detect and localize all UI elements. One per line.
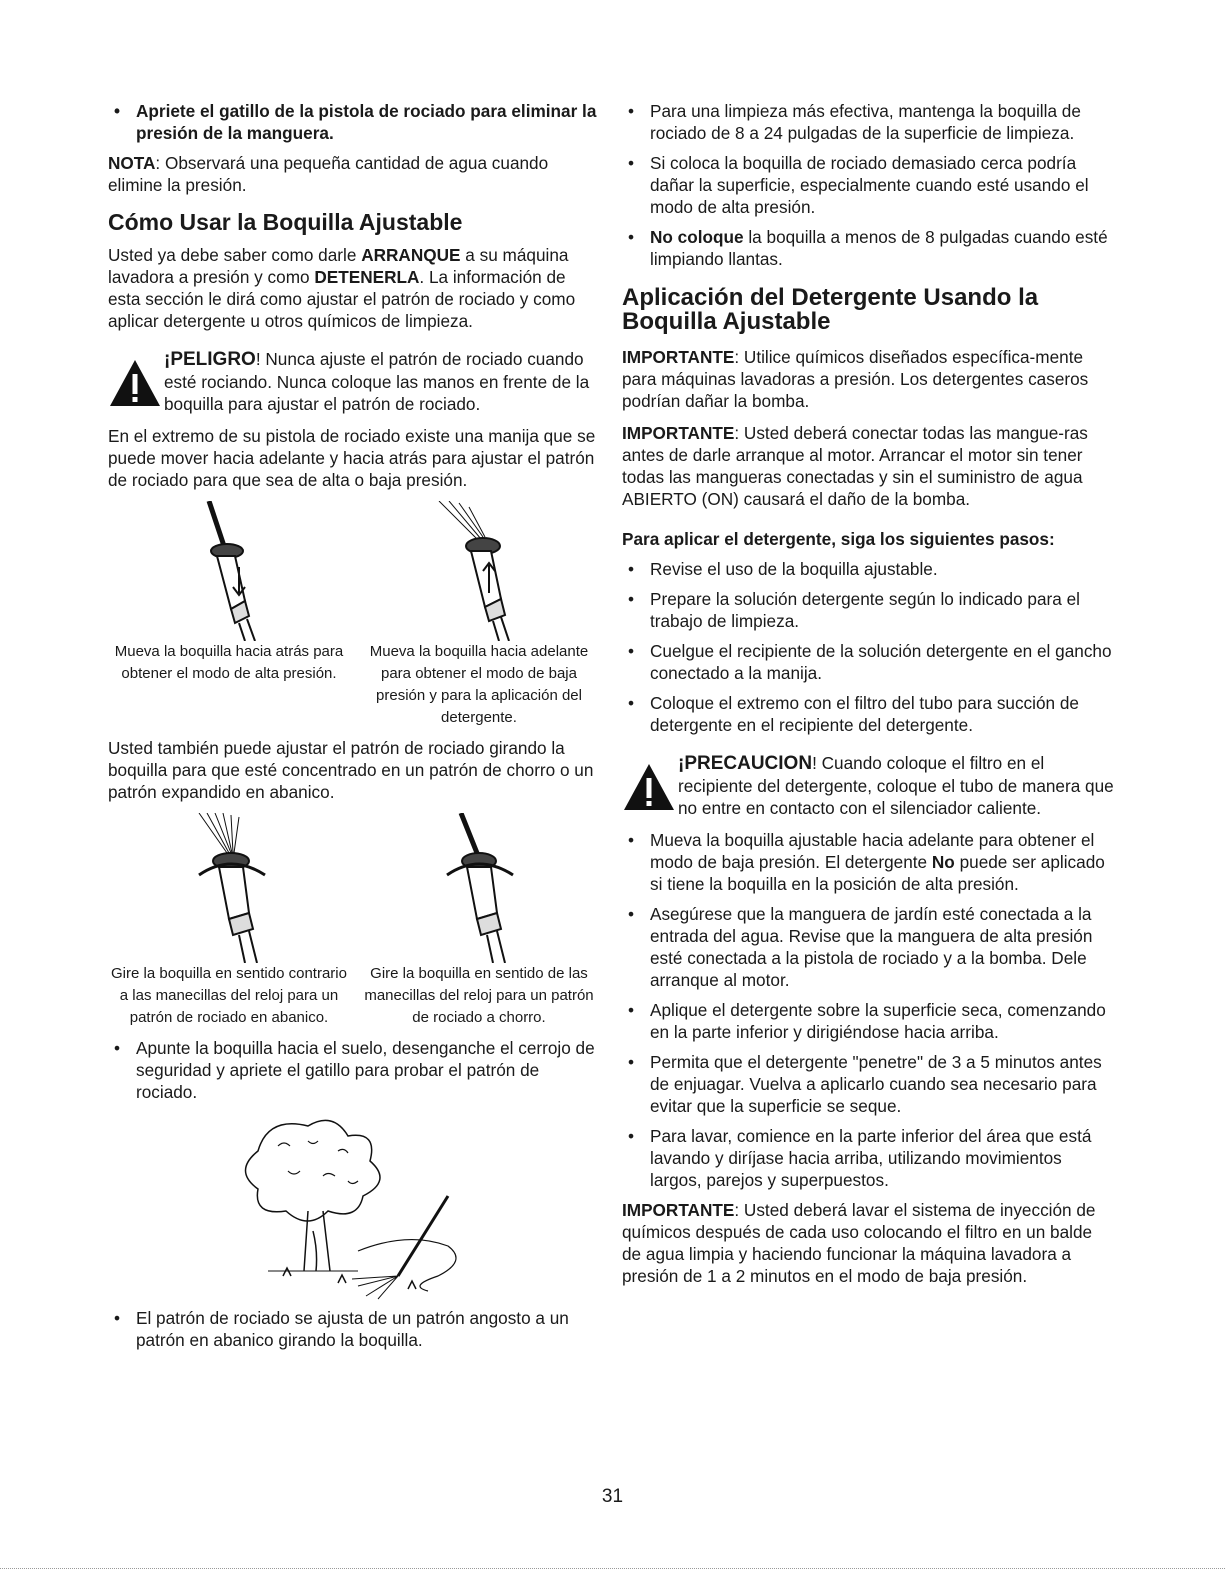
bullet-dot: • (628, 101, 635, 121)
figure-high-pressure (108, 501, 350, 729)
nozzle-back-illustration (169, 501, 289, 641)
bullet-dot: • (628, 641, 635, 661)
figure-low-pressure (358, 501, 600, 729)
step-prepare: • Prepare la solución detergente según lo indicado para el trabajo de limpieza. (628, 589, 1080, 631)
bullet-dot: • (628, 589, 635, 609)
intro-paragraph: Usted ya debe saber como darle ARRANQUE a su máquina lavadora a presión y como DETENERLA. La información de esta sección le dirá como ajustar el patrón de rociado y como aplicar detergente u otros químicos de limpieza. (108, 245, 576, 331)
right-column (622, 100, 1114, 1297)
bullet-tires: • No coloque la boquilla a menos de 8 pulgadas cuando esté limpiando llantas. (628, 227, 1108, 269)
bullet-dot: • (628, 693, 635, 713)
step-connect: • Asegúrese que la manguera de jardín esté conectada a la entrada del agua. Revise que la manguera de alta presión esté conectada a la pistola de rociado y a la bomba. Dele arranque al motor. (628, 904, 1093, 990)
nozzle-jet-illustration (419, 813, 539, 963)
bullet-dot: • (628, 559, 635, 579)
bullet-dot: • (628, 1126, 635, 1146)
steps-subheading: Para aplicar el detergente, siga los siguientes pasos: (622, 529, 1055, 549)
left-column (108, 100, 600, 1359)
bullet-too-close: • Si coloca la boquilla de rociado demasiado cerca podría dañar la superficie, especialmente cuando esté usando el modo de alta presión. (628, 153, 1089, 217)
handle-paragraph: En el extremo de su pistola de rociado existe una manija que se puede mover hacia adelante y hacia atrás para ajustar el patrón de rociado para que sea de alta o baja presión. (108, 426, 596, 490)
figure-jet-pattern (358, 813, 600, 1029)
bullet-distance: • Para una limpieza más efectiva, mantenga la boquilla de rociado de 8 a 24 pulgadas de la superficie de limpieza. (628, 101, 1081, 143)
bullet-dot: • (628, 904, 635, 924)
rotate-paragraph: Usted también puede ajustar el patrón de rociado girando la boquilla para que esté concentrado en un patrón de chorro o un patrón expandido en abanico. (108, 738, 594, 802)
caption-high-pressure: Mueva la boquilla hacia atrás para obtener el modo de alta presión. (114, 643, 344, 682)
bullet-dot: • (628, 1000, 635, 1020)
caption-jet-pattern: Gire la boquilla en sentido de las manecillas del reloj para un patrón de rociado a chorro. (364, 965, 594, 1026)
bullet-dot: • (628, 1052, 635, 1072)
step-hang: • Cuelgue el recipiente de la solución detergente en el gancho conectado a la manija. (628, 641, 1112, 683)
warning-triangle-icon (622, 762, 676, 812)
page-number: 31 (601, 1486, 624, 1507)
nozzle-slide-figures (108, 501, 600, 729)
note-paragraph: NOTA: Observará una pequeña cantidad de agua cuando elimine la presión. (108, 153, 549, 195)
caption-fan-pattern: Gire la boquilla en sentido contrario a las manecillas del reloj para un patrón de rociado en abanico. (111, 965, 347, 1026)
important-hoses: IMPORTANTE: Usted deberá conectar todas las mangue-ras antes de darle arranque al motor. Arrancar el motor sin tener todas las mangueras conectadas y sin el suministro de agua ABIERTO (ON) causará el daño de la bomba. (622, 423, 1088, 509)
bullet-dot: • (628, 227, 635, 247)
spray-tree-illustration (108, 1111, 600, 1301)
nozzle-fan-illustration (169, 813, 289, 963)
step-review: • Revise el uso de la boquilla ajustable. (628, 559, 938, 579)
important-flush: IMPORTANTE: Usted deberá lavar el sistema de inyección de químicos después de cada uso colocando el filtro en un balde de agua limpia y haciendo funcionar la máquina lavadora a presión de 1 a 2 minutos en el modo de baja presión. (622, 1200, 1096, 1286)
bullet-dot: • (114, 1308, 121, 1328)
heading-detergent: Aplicación del Detergente Usando la Boquilla Ajustable (622, 284, 1039, 335)
nozzle-forward-illustration (419, 501, 539, 641)
figure-fan-pattern (108, 813, 350, 1029)
important-chemicals: IMPORTANTE: Utilice químicos diseñados específica-mente para máquinas lavadoras a presión. Los detergentes caseros podrían dañar la bomba. (622, 347, 1089, 411)
warning-triangle-icon (108, 358, 162, 408)
bullet-pattern-adjust: • El patrón de rociado se ajusta de un patrón angosto a un patrón en abanico girando la boquilla. (114, 1308, 569, 1350)
heading-adjustable-nozzle: Cómo Usar la Boquilla Ajustable (108, 209, 463, 235)
step-apply: • Aplique el detergente sobre la superficie seca, comenzando en la parte inferior y dirigiéndose hacia arriba. (628, 1000, 1106, 1042)
step-low-pressure: • Mueva la boquilla ajustable hacia adelante para obtener el modo de baja presión. El detergente No puede ser aplicado si tiene la boquilla en la posición de alta presión. (628, 830, 1105, 894)
caution-warning: ¡PRECAUCION! Cuando coloque el filtro en el recipiente del detergente, coloque el tubo de manera que no entre en contacto con el silenciador caliente. (622, 752, 1114, 819)
bullet-release-pressure: • Apriete el gatillo de la pistola de rociado para eliminar la presión de la manguera. (114, 101, 597, 143)
bottom-divider (0, 1568, 1225, 1569)
danger-warning: ¡PELIGRO! Nunca ajuste el patrón de rociado cuando esté rociando. Nunca coloque las manos en frente de la boquilla para ajustar el patrón de rociado. (108, 348, 600, 415)
bullet-dot: • (114, 101, 121, 121)
caption-low-pressure: Mueva la boquilla hacia adelante para obtener el modo de baja presión y para la aplicación del detergente. (369, 643, 589, 726)
step-soak: • Permita que el detergente "penetre" de 3 a 5 minutos antes de enjuagar. Vuelva a aplicarlo cuando sea necesario para evitar que la superficie se seque. (628, 1052, 1102, 1116)
nozzle-rotate-figures (108, 813, 600, 1029)
step-filter: • Coloque el extremo con el filtro del tubo para succión de detergente en el recipiente del detergente. (628, 693, 1079, 735)
bullet-dot: • (628, 830, 635, 850)
bullet-dot: • (628, 153, 635, 173)
bullet-point-nozzle: • Apunte la boquilla hacia el suelo, desenganche el cerrojo de seguridad y apriete el gatillo para probar el patrón de rociado. (114, 1038, 595, 1102)
step-wash: • Para lavar, comience en la parte inferior del área que está lavando y diríjase hacia arriba, utilizando movimientos largos, parejos y superpuestos. (628, 1126, 1092, 1190)
bullet-dot: • (114, 1038, 121, 1058)
